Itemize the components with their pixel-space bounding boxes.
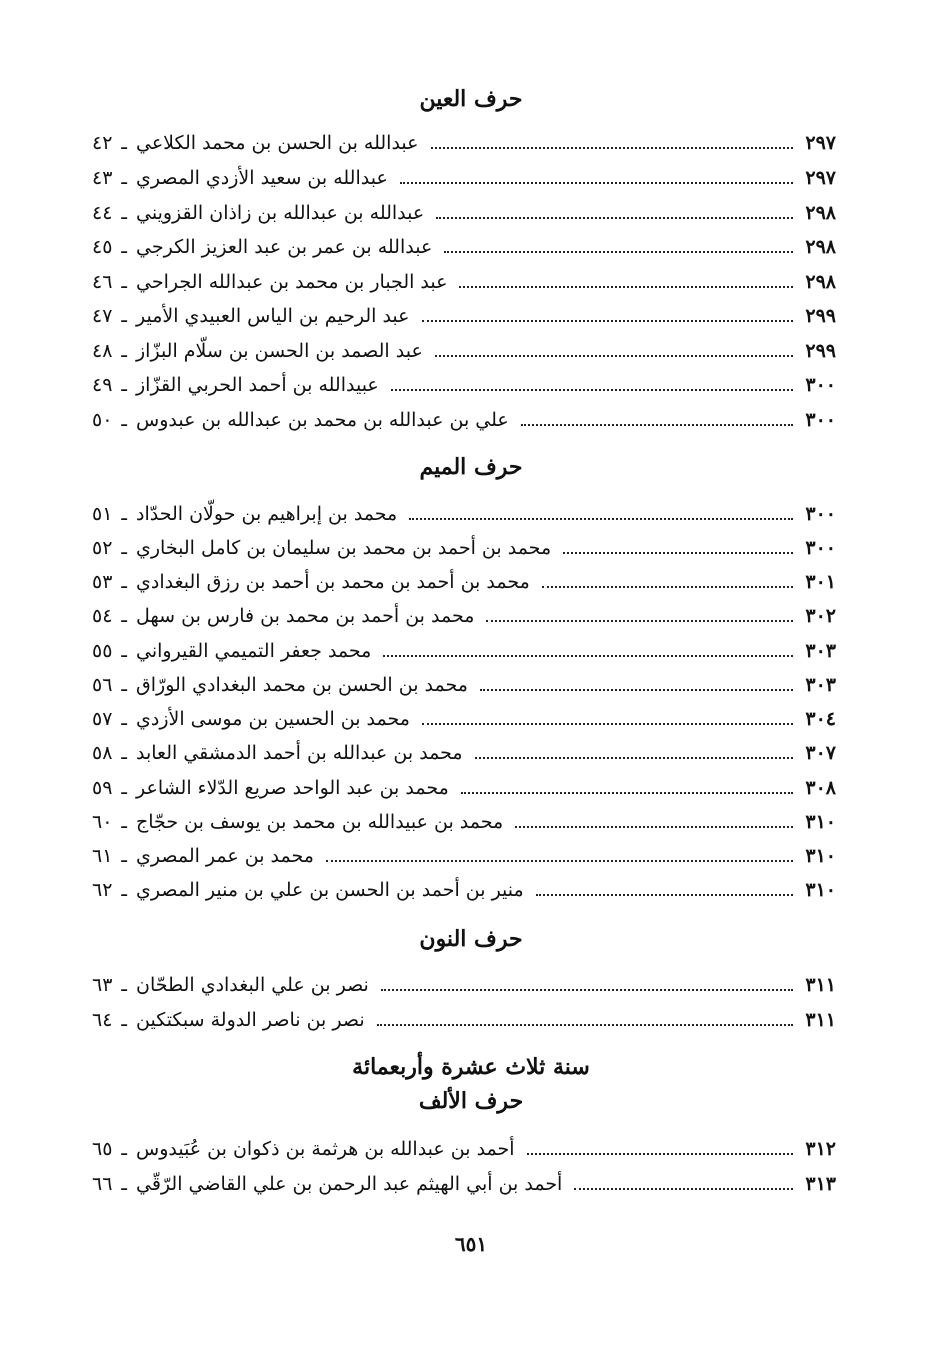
toc-entry <box>92 232 836 262</box>
entry-page: ٣٠٤ <box>805 708 836 730</box>
entry-number: ٦٠ <box>92 811 113 833</box>
entry-number: ٤٥ <box>92 236 113 258</box>
entry-separator: ـ <box>121 640 127 662</box>
dot-leader <box>383 655 793 657</box>
entry-page: ٢٩٨ <box>805 271 836 293</box>
entry-page: ٢٩٩ <box>805 305 836 327</box>
entry-number: ٦٣ <box>92 974 113 996</box>
section-heading: حرف الميم <box>419 454 523 480</box>
entry-separator: ـ <box>121 708 127 730</box>
toc-entry <box>92 336 836 366</box>
dot-leader <box>542 586 794 588</box>
section-heading: حرف الألف <box>418 1088 524 1114</box>
entry-name: علي بن عبدالله بن محمد بن عبدالله بن عبدوس <box>136 409 509 431</box>
entry-name: عبدالله بن عمر بن عبد العزيز الكرجي <box>136 236 433 258</box>
entry-page: ٣١٣ <box>805 1173 836 1195</box>
toc-entry <box>92 875 836 905</box>
dot-leader <box>422 723 793 725</box>
entry-name: محمد بن الحسين بن موسى الأزدي <box>136 708 410 730</box>
dot-leader <box>400 182 794 184</box>
entry-page: ٢٩٨ <box>805 236 836 258</box>
toc-entry <box>92 773 836 803</box>
entry-number: ٥٦ <box>92 674 113 696</box>
entry-number: ٤٣ <box>92 167 113 189</box>
section-heading: حرف العين <box>419 86 523 112</box>
section-heading: حرف النون <box>419 926 523 952</box>
dot-leader <box>574 1188 793 1190</box>
toc-entry <box>92 301 836 331</box>
entry-number: ٦٥ <box>92 1138 113 1160</box>
entry-separator: ـ <box>121 1138 127 1160</box>
year-heading: سنة ثلاث عشرة وأربعمائة <box>352 1054 590 1080</box>
entry-page: ٣٠٣ <box>805 674 836 696</box>
entry-page: ٣١١ <box>805 974 836 996</box>
entry-number: ٦٤ <box>92 1009 113 1031</box>
entry-page: ٣١٢ <box>805 1138 836 1160</box>
entry-name: عبدالله بن الحسن بن محمد الكلاعي <box>136 132 419 154</box>
dot-leader <box>527 1153 794 1155</box>
toc-entry <box>92 841 836 871</box>
dot-leader <box>391 389 794 391</box>
entry-name: محمد جعفر التميمي القيرواني <box>136 640 372 662</box>
entry-separator: ـ <box>121 132 127 154</box>
entry-number: ٤٧ <box>92 305 113 327</box>
toc-entry <box>92 738 836 768</box>
entry-page: ٣١١ <box>805 1009 836 1031</box>
toc-entry <box>92 267 836 297</box>
entry-name: محمد بن أحمد بن محمد بن أحمد بن رزق البغدادي <box>136 571 530 593</box>
dot-leader <box>521 424 794 426</box>
entry-page: ٣٠٨ <box>805 777 836 799</box>
entry-page: ٣٠٠ <box>805 374 836 396</box>
toc-entry <box>92 405 836 435</box>
entry-name: نصر بن علي البغدادي الطحّان <box>136 974 369 996</box>
entry-page: ٢٩٨ <box>805 202 836 224</box>
entry-number: ٥٩ <box>92 777 113 799</box>
entry-page: ٣٠٣ <box>805 640 836 662</box>
toc-entry <box>92 1169 836 1199</box>
entry-name: محمد بن عبد الواحد صريع الدّلاء الشاعر <box>136 777 449 799</box>
entry-page: ٣٠٠ <box>805 409 836 431</box>
dot-leader <box>436 217 793 219</box>
toc-entry <box>92 704 836 734</box>
entry-page: ٣٠٧ <box>805 742 836 764</box>
entry-name: عبدالله بن سعيد الأزدي المصري <box>136 167 388 189</box>
entry-page: ٣١٠ <box>805 845 836 867</box>
entry-name: عبد الجبار بن محمد بن عبدالله الجراحي <box>136 271 448 293</box>
toc-entry <box>92 163 836 193</box>
entry-separator: ـ <box>121 374 127 396</box>
entry-number: ٥٣ <box>92 571 113 593</box>
entry-name: أحمد بن أبي الهيثم عبد الرحمن بن علي القاضي الرّقّي <box>136 1173 563 1195</box>
entry-separator: ـ <box>121 777 127 799</box>
dot-leader <box>563 552 793 554</box>
entry-separator: ـ <box>121 503 127 525</box>
entry-number: ٦١ <box>92 845 113 867</box>
page-number: ٦٥١ <box>454 1232 488 1256</box>
entry-name: منير بن أحمد بن الحسن بن علي بن منير المصري <box>136 879 524 901</box>
entry-separator: ـ <box>121 879 127 901</box>
entry-page: ٢٩٧ <box>805 132 836 154</box>
entry-separator: ـ <box>121 1173 127 1195</box>
entry-name: محمد بن أحمد بن محمد بن فارس بن سهل <box>136 605 475 627</box>
entry-separator: ـ <box>121 271 127 293</box>
toc-entry <box>92 807 836 837</box>
toc-entry <box>92 533 836 563</box>
dot-leader <box>486 620 793 622</box>
entry-number: ٤٩ <box>92 374 113 396</box>
entry-number: ٥٥ <box>92 640 113 662</box>
entry-name: محمد بن عمر المصري <box>136 845 314 867</box>
entry-separator: ـ <box>121 845 127 867</box>
toc-entry <box>92 636 836 666</box>
entry-page: ٢٩٩ <box>805 340 836 362</box>
entry-separator: ـ <box>121 674 127 696</box>
dot-leader <box>431 147 794 149</box>
entry-number: ٥٧ <box>92 708 113 730</box>
dot-leader <box>459 286 793 288</box>
entry-page: ٣١٠ <box>805 811 836 833</box>
entry-number: ٤٤ <box>92 202 113 224</box>
toc-entry <box>92 370 836 400</box>
entry-number: ٦٢ <box>92 879 113 901</box>
entry-separator: ـ <box>121 236 127 258</box>
entry-page: ٣١٠ <box>805 879 836 901</box>
entry-name: محمد بن عبدالله بن أحمد الدمشقي العابد <box>136 742 463 764</box>
entry-separator: ـ <box>121 1009 127 1031</box>
entry-separator: ـ <box>121 605 127 627</box>
entry-separator: ـ <box>121 202 127 224</box>
entry-separator: ـ <box>121 537 127 559</box>
dot-leader <box>381 989 794 991</box>
entry-number: ٥١ <box>92 503 113 525</box>
dot-leader <box>422 320 794 322</box>
dot-leader <box>515 826 793 828</box>
entry-name: أحمد بن عبدالله بن هرثمة بن ذكوان بن عُبَيدوس <box>136 1138 515 1160</box>
entry-name: عبد الرحيم بن الياس العبيدي الأمير <box>136 305 410 327</box>
entry-page: ٣٠٠ <box>805 503 836 525</box>
entry-name: نصر بن ناصر الدولة سبكتكين <box>136 1009 365 1031</box>
entry-number: ٥٤ <box>92 605 113 627</box>
entry-number: ٦٦ <box>92 1173 113 1195</box>
entry-separator: ـ <box>121 340 127 362</box>
toc-entry <box>92 1134 836 1164</box>
entry-name: محمد بن أحمد بن محمد بن سليمان بن كامل البخاري <box>136 537 552 559</box>
toc-entry <box>92 970 836 1000</box>
dot-leader <box>475 757 794 759</box>
entry-name: عبدالله بن عبدالله بن زاذان القزويني <box>136 202 425 224</box>
entry-name: عبيدالله بن أحمد الحربي القزّاز <box>136 374 379 396</box>
toc-entry <box>92 128 836 158</box>
entry-separator: ـ <box>121 811 127 833</box>
dot-leader <box>435 355 794 357</box>
entry-separator: ـ <box>121 974 127 996</box>
dot-leader <box>536 894 794 896</box>
entry-separator: ـ <box>121 305 127 327</box>
toc-entry <box>92 601 836 631</box>
dot-leader <box>409 518 793 520</box>
entry-separator: ـ <box>121 571 127 593</box>
entry-separator: ـ <box>121 409 127 431</box>
entry-name: محمد بن عبيدالله بن محمد بن يوسف بن حجّاج <box>136 811 504 833</box>
entry-page: ٣٠٢ <box>805 605 836 627</box>
entry-number: ٤٦ <box>92 271 113 293</box>
entry-name: عبد الصمد بن الحسن بن سلّام البزّاز <box>136 340 423 362</box>
entry-page: ٢٩٧ <box>805 167 836 189</box>
entry-number: ٥٢ <box>92 537 113 559</box>
dot-leader <box>377 1024 794 1026</box>
toc-entry <box>92 198 836 228</box>
entry-name: محمد بن إبراهيم بن حولّان الحدّاد <box>136 503 398 525</box>
entry-separator: ـ <box>121 742 127 764</box>
entry-number: ٥٠ <box>92 409 113 431</box>
toc-entry <box>92 567 836 597</box>
entry-separator: ـ <box>121 167 127 189</box>
entry-number: ٤٢ <box>92 132 113 154</box>
entry-page: ٣٠١ <box>805 571 836 593</box>
dot-leader <box>444 251 793 253</box>
toc-entry <box>92 670 836 700</box>
dot-leader <box>480 689 793 691</box>
entry-name: محمد بن الحسن بن محمد البغدادي الورّاق <box>136 674 468 696</box>
toc-entry <box>92 499 836 529</box>
dot-leader <box>461 792 794 794</box>
toc-entry <box>92 1005 836 1035</box>
dot-leader <box>326 860 793 862</box>
entry-number: ٤٨ <box>92 340 113 362</box>
entry-number: ٥٨ <box>92 742 113 764</box>
entry-page: ٣٠٠ <box>805 537 836 559</box>
